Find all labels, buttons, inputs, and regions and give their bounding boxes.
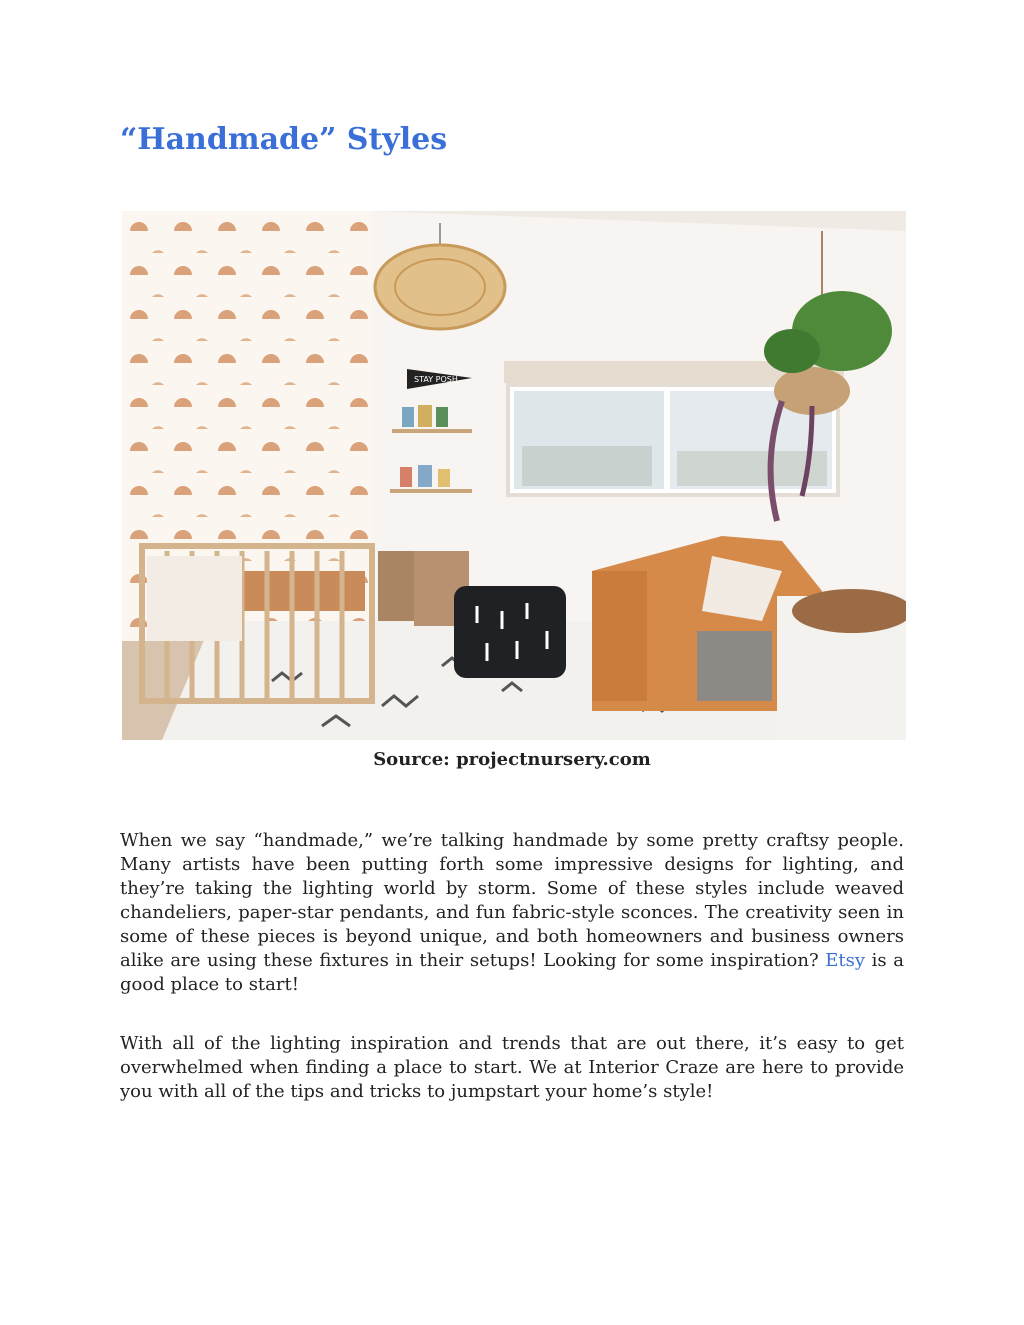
paragraph-handmade (120, 829, 904, 997)
image-caption: Source: projectnursery.com (373, 749, 651, 770)
paragraph-inspiration: With all of the lighting inspiration and trends that are out there, it’s easy to get overwhelmed when finding a place to start. We at Interior Craze are here to provide you with all of the tips and tricks to jumpstart your home’s style! (120, 1033, 904, 1102)
paragraph-text: When we say “handmade,” we’re talking handmade by some pretty craftsy people. Many artists have been putting forth some impressive designs for lighting, and they’re taking the lighting world by storm. Some of these styles include weaved chandeliers, paper-star pendants, and fun fabric-style sconces. The creativity seen in some of these pieces is beyond unique, and both homeowners and business owners alike are using these fixtures in their setups! Looking for some inspiration? (120, 830, 904, 971)
pennant-text: STAY POSH (414, 375, 458, 384)
page-heading: “Handmade” Styles (120, 122, 448, 157)
paragraph-text-end: is a good place to start! (120, 950, 904, 995)
nursery-photo (122, 211, 906, 740)
etsy-link[interactable]: Etsy (825, 950, 866, 971)
